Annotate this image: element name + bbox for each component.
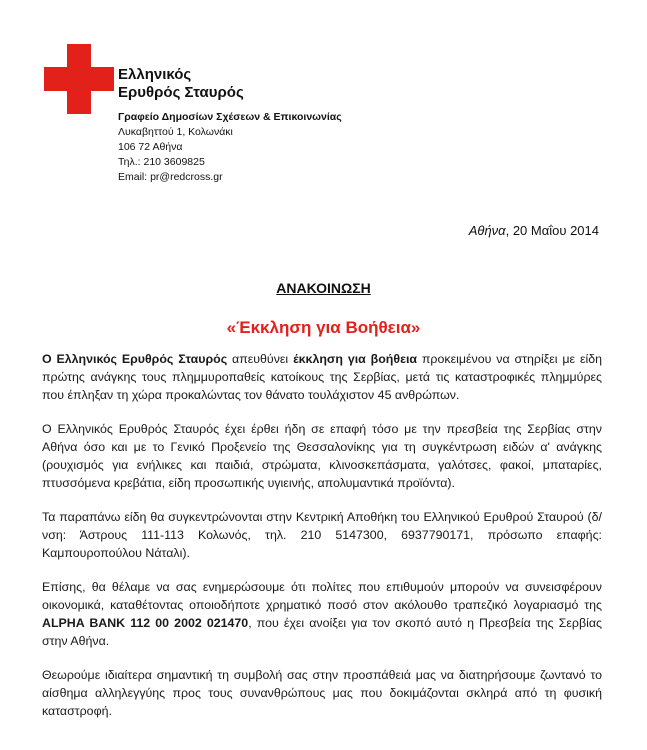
p4-text-1: Επίσης, θα θέλαμε να σας ενημερώσουμε ότι πολίτες που επιθυμούν μπορούν να συνεισφέρουν οικονομικά, καταθέτοντας οποιοδήποτε χρηματικό ποσό στον ακόλουθο τραπεζικό λογαριασμό της <box>42 580 602 612</box>
headline: «Έκκληση για Βοήθεια» <box>226 318 421 337</box>
body-text <box>42 350 602 736</box>
p1-bold-appeal: έκκληση για βοήθεια <box>293 352 418 366</box>
organization-name-line1: Ελληνικός <box>118 66 192 83</box>
p1-bold-org: Ο Ελληνικός Ερυθρός Σταυρός <box>42 352 228 366</box>
paragraph-2: Ο Ελληνικός Ερυθρός Σταυρός έχει έρθει ήδη σε επαφή τόσο με την πρεσβεία της Σερβίας στην Αθήνα όσο και με το Γενικό Προξενείο της Θεσσαλονίκης για τη συγκέντρωση ειδών α' ανάγκης (ρουχισμός για ενήλικες και παιδιά, στρώματα, κλινοσκεπάσματα, γαλότσες, φακοί, μπαταρίες, πτυσσόμενα κρεβάτια, είδη προσωπικής υγιεινής, απολυμαντικά προϊόντα). <box>42 422 602 490</box>
red-cross-icon <box>44 44 114 114</box>
p4-bank-account: ALPHA BANK 112 00 2002 021470 <box>42 616 249 630</box>
organization-name <box>118 66 244 102</box>
contact-block <box>118 110 342 185</box>
date-city: Αθήνα <box>468 223 506 238</box>
paragraph-3: Τα παραπάνω είδη θα συγκεντρώνονται στην Κεντρική Αποθήκη του Ελληνικού Ερυθρού Σταυρού (δ/νση: Άστρους 111-113 Κολωνός, τηλ. 210 5147300, 6937790171, πρόσωπο επαφής: Καμπουροπούλου Νάταλι). <box>42 510 602 560</box>
paragraph-1 <box>42 350 602 404</box>
email-address: Email: pr@redcross.gr <box>118 171 223 183</box>
p1-text-1: απευθύνει <box>227 352 294 366</box>
phone-number: Τηλ.: 210 3609825 <box>118 156 205 168</box>
address-line2: 106 72 Αθήνα <box>118 141 183 153</box>
document-title: ΑΝΑΚΟΙΝΩΣΗ <box>276 280 371 296</box>
department-name: Γραφείο Δημοσίων Σχέσεων & Επικοινωνίας <box>118 111 342 123</box>
paragraph-4 <box>42 578 602 650</box>
p1-text-2: προκειμένου να στηρίξει με είδη πρώτης ανάγκης τους πλημμυροπαθείς κατοίκους της Σερβίας, μετά τις καταστροφικές πλημμύρες που έπληξαν τη χώρα προκαλώντας τον θάνατο τουλάχιστον 45 ανθρώπων. <box>42 352 603 402</box>
paragraph-5: Θεωρούμε ιδιαίτερα σημαντική τη συμβολή σας στην προσπάθειά μας να διατηρήσουμε ζωντανό το αίσθημα αλληλεγγύης προς τους συνανθρώπους μας που δοκιμάζονται σκληρά από τη φυσική καταστροφή. <box>42 668 602 718</box>
address-line1: Λυκαβηττού 1, Κολωνάκι <box>118 126 233 138</box>
organization-name-line2: Ερυθρός Σταυρός <box>118 84 244 101</box>
p4-text-2: , που έχει ανοίξει για τον σκοπό αυτό η Πρεσβεία της Σερβίας στην Αθήνα. <box>42 616 602 648</box>
date-text: , 20 Μαΐου 2014 <box>505 223 599 238</box>
date-line <box>469 223 599 238</box>
